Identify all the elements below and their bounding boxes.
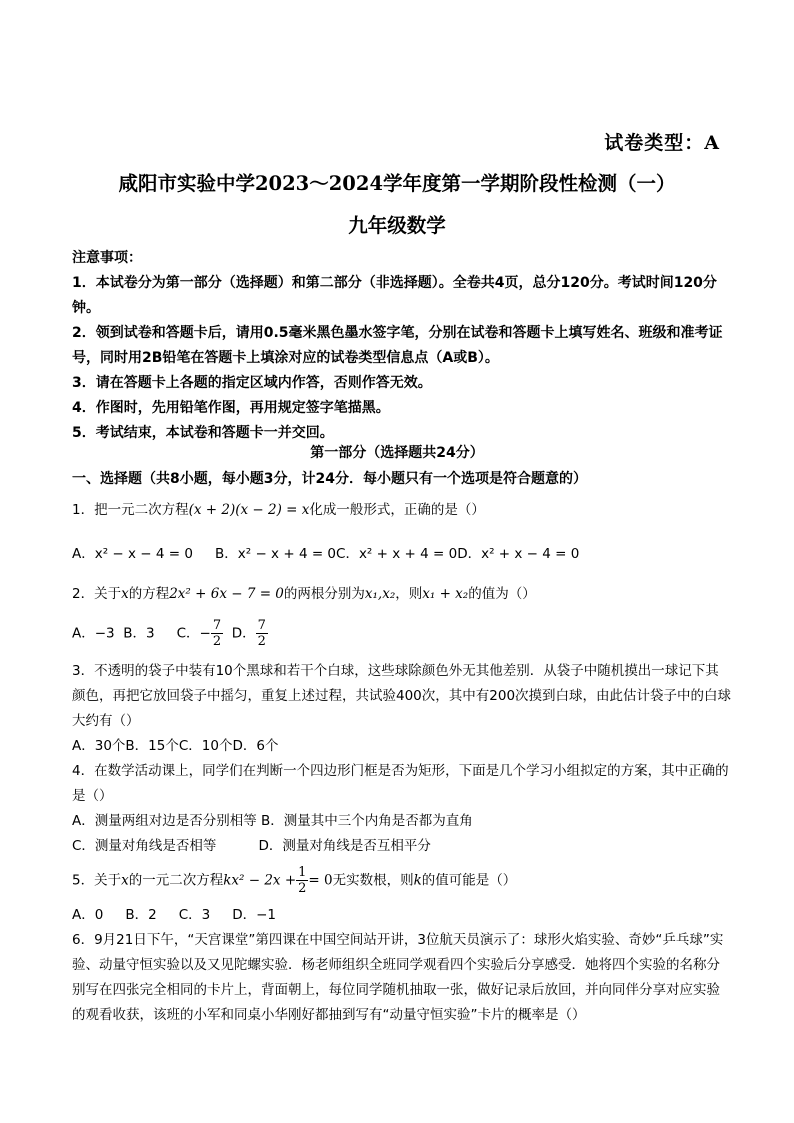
q5-options <box>72 903 732 928</box>
q2-option-a: A．−3 <box>72 625 115 642</box>
question-3 <box>72 659 732 759</box>
q5-text: 的值可能是（） <box>421 872 517 889</box>
q2-option-c-fraction: $\frac{7}{2}$ <box>212 618 222 649</box>
q5-equation-left: kx² − 2x + <box>223 872 297 889</box>
q5-option-a: A．0 <box>72 907 104 923</box>
q1-equation: (x + 2)(x − 2) = x <box>188 502 310 518</box>
q2-equation: 2x² + 6x − 7 = 0 <box>169 586 284 602</box>
q2-text: ，则 <box>395 586 423 602</box>
q4-text: 4．在数学活动课上，同学们在判断一个四边形门框是否为矩形，下面是几个学习小组拟定的方案，其中正确的是（） <box>72 763 729 804</box>
question-2 <box>72 582 732 607</box>
notes-block <box>72 246 728 446</box>
question-5 <box>72 865 732 896</box>
q5-text: 无实数根，则 <box>332 872 414 889</box>
question-1 <box>72 498 732 523</box>
q1-options <box>72 542 732 567</box>
q1-option-b: B．x² − x + 4 = 0 <box>215 546 337 562</box>
q2-option-d-fraction: $\frac{7}{2}$ <box>257 618 266 649</box>
note-item: 4．作图时，先用铅笔作图，再用规定签字笔描黑。 <box>72 400 390 416</box>
q5-equation-right: = 0 <box>308 872 333 889</box>
q4-options-row2 <box>72 834 732 859</box>
note-item: 5．考试结束，本试卷和答题卡一并交回。 <box>72 425 334 441</box>
q2-roots: x₁,x₂ <box>364 586 396 602</box>
q5-option-c: C．3 <box>178 907 211 923</box>
q2-text: 的两根分别为 <box>283 586 365 602</box>
q5-fraction: $\frac{1}{2}$ <box>298 865 307 896</box>
exam-type-label: 试卷类型：A <box>604 132 720 154</box>
q2-text: 的值为（） <box>468 586 536 602</box>
q4-option-c: C．测量对角线是否相等 <box>72 838 217 854</box>
q4-option-d: D．测量对角线是否互相平分 <box>258 838 431 854</box>
q2-text: 2．关于 <box>72 586 122 602</box>
q2-options <box>72 618 732 649</box>
q1-option-a: A．x² − x − 4 = 0 <box>72 546 193 562</box>
q5-option-b: B．2 <box>125 907 157 923</box>
q5-option-d: D．−1 <box>232 907 276 923</box>
q5-k: k <box>413 872 422 889</box>
q2-option-d: D． <box>231 625 256 642</box>
q4-options-row1: A．测量两组对边是否分别相等 B．测量其中三个内角是否都为直角 <box>72 813 473 829</box>
notes-heading: 注意事项： <box>72 250 142 266</box>
section-title: 一、选择题（共8小题，每小题3分，计24分．每小题只有一个选项是符合题意的） <box>72 471 587 487</box>
question-4 <box>72 759 732 859</box>
q1-prefix: 1．把一元二次方程 <box>72 502 189 518</box>
q2-option-c: C．− <box>176 625 211 642</box>
q5-var: x <box>121 872 129 889</box>
q1-option-d: D．x² + x − 4 = 0 <box>457 546 580 562</box>
q5-text: 的一元二次方程 <box>128 872 224 889</box>
q3-text: 3．不透明的袋子中装有10个黑球和若干个白球，这些球除颜色外无其他差别．从袋子中随机摸出一球记下其颜色，再把它放回袋子中摇匀，重复上述过程，共试验400次，其中有200次摸到白球，由此估计袋子中的白球大约有（） <box>72 663 732 729</box>
note-item: 2．领到试卷和答题卡后，请用0.5毫米黑色墨水签字笔，分别在试卷和答题卡上填写姓名、班级和准考证号，同时用2B铅笔在答题卡上填涂对应的试卷类型信息点（A或B）。 <box>72 325 723 366</box>
question-6 <box>72 928 732 1028</box>
q2-sum-expr: x₁ + x₂ <box>422 586 469 602</box>
q2-var: x <box>121 586 129 602</box>
exam-title: 咸阳市实验中学2023～2024学年度第一学期阶段性检测（一） <box>118 172 676 195</box>
exam-subtitle: 九年级数学 <box>348 214 446 237</box>
q1-suffix: 化成一般形式，正确的是（） <box>309 502 485 518</box>
q2-option-b: B．3 <box>123 625 155 642</box>
q5-text: 5．关于 <box>72 872 122 889</box>
note-item: 3．请在答题卡上各题的指定区域内作答，否则作答无效。 <box>72 375 432 391</box>
q2-text: 的方程 <box>128 586 170 602</box>
note-item: 1．本试卷分为第一部分（选择题）和第二部分（非选择题）。全卷共4页，总分120分。考试时间120分钟。 <box>72 275 717 316</box>
q3-options: A．30个B．15个C．10个D．6个 <box>72 738 279 754</box>
q6-text: 6．9月21日下午，“天宫课堂”第四课在中国空间站开讲，3位航天员演示了：球形火焰实验、奇妙“乒乓球”实验、动量守恒实验以及又见陀螺实验．杨老师组织全班同学观看四个实验后分享感受．她将四个实验的名称分别写在四张完全相同的卡片上，背面朝上，每位同学随机抽取一张，做好记录后放回，并向同伴分享对应实验的观看收获，该班的小军和同桌小华刚好都抽到写有“动量守恒实验”卡片的概率是（） <box>72 932 724 1023</box>
part1-title: 第一部分（选择题共24分） <box>310 445 484 461</box>
q1-option-c: C．x² + x + 4 = 0 <box>336 546 458 562</box>
